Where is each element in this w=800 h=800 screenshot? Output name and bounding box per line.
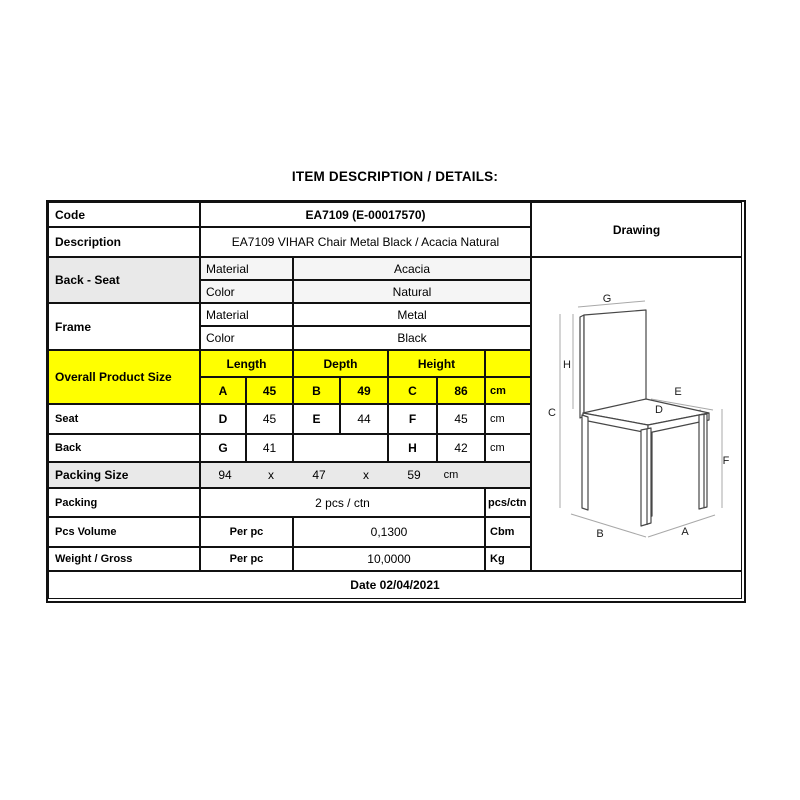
dim-label-g: G (602, 293, 612, 305)
date-cell: Date 02/04/2021 (48, 571, 742, 599)
seat-value-f: 45 (437, 404, 485, 434)
frame-color-label: Color (200, 326, 293, 350)
overall-size-header-length: Length (200, 350, 293, 377)
chair-left-leg (582, 415, 588, 510)
dim-label-e: E (674, 386, 682, 398)
back-seat-material-value: Acacia (293, 257, 531, 280)
description-value: EA7109 VIHAR Chair Metal Black / Acacia Natural (200, 227, 531, 257)
packing-size-dim-depth: 47 (312, 468, 326, 482)
back-value-g: 41 (246, 434, 293, 462)
packing-size-dim-height: 59 (407, 468, 421, 482)
chair-drawing (532, 258, 743, 572)
back-value-h: 42 (437, 434, 485, 462)
overall-size-letter-a: A (200, 377, 246, 404)
pcs-volume-per: Per pc (200, 517, 293, 547)
dim-label-f: F (722, 455, 730, 467)
description-label: Description (48, 227, 200, 257)
overall-size-value-b: 49 (340, 377, 388, 404)
seat-value-e: 44 (340, 404, 388, 434)
frame-material-value: Metal (293, 303, 531, 326)
back-letter-g: G (200, 434, 246, 462)
weight-gross-label: Weight / Gross (48, 547, 200, 571)
overall-size-letter-b: B (293, 377, 340, 404)
seat-unit: cm (485, 404, 531, 434)
packing-size-dim-length: 94 (218, 468, 232, 482)
overall-size-value-a: 45 (246, 377, 293, 404)
back-seat-material-label: Material (200, 257, 293, 280)
overall-size-header-height: Height (388, 350, 485, 377)
dim-label-c: C (548, 407, 556, 419)
packing-label: Packing (48, 488, 200, 517)
back-seat-color-value: Natural (293, 280, 531, 303)
chair-backrest (584, 310, 646, 416)
frame-material-label: Material (200, 303, 293, 326)
packing-unit: pcs/ctn (485, 488, 531, 517)
drawing-header: Drawing (531, 202, 742, 257)
weight-gross-per: Per pc (200, 547, 293, 571)
packing-size-times-1: x (268, 468, 274, 482)
dim-label-a: A (681, 526, 689, 538)
seat-letter-d: D (200, 404, 246, 434)
back-seat-color-label: Color (200, 280, 293, 303)
seat-letter-f: F (388, 404, 437, 434)
dim-label-h: H (563, 359, 571, 371)
back-letter-h: H (388, 434, 437, 462)
overall-size-unit: cm (485, 377, 531, 404)
overall-size-label: Overall Product Size (48, 350, 200, 404)
overall-size-header-unit-empty (485, 350, 531, 377)
packing-size-unit: cm (443, 469, 459, 481)
overall-size-value-c: 86 (437, 377, 485, 404)
packing-size-times-2: x (363, 468, 369, 482)
code-label: Code (48, 202, 200, 227)
packing-value: 2 pcs / ctn (200, 488, 485, 517)
back-empty-cell (293, 434, 388, 462)
chair-front-leg (641, 428, 651, 526)
drawing-area (531, 257, 742, 571)
dim-label-d: D (655, 404, 663, 416)
pcs-volume-value: 0,1300 (293, 517, 485, 547)
seat-letter-e: E (293, 404, 340, 434)
weight-gross-unit: Kg (485, 547, 531, 571)
dim-label-b: B (596, 528, 604, 540)
pcs-volume-label: Pcs Volume (48, 517, 200, 547)
seat-label: Seat (48, 404, 200, 434)
packing-size-dims (200, 462, 531, 488)
pcs-volume-unit: Cbm (485, 517, 531, 547)
frame-color-value: Black (293, 326, 531, 350)
code-value: EA7109 (E-00017570) (200, 202, 531, 227)
chair-shape (580, 310, 709, 526)
overall-size-letter-c: C (388, 377, 437, 404)
back-seat-label: Back - Seat (48, 257, 200, 303)
overall-size-header-depth: Depth (293, 350, 388, 377)
page-title: ITEM DESCRIPTION / DETAILS: (291, 169, 499, 184)
weight-gross-value: 10,0000 (293, 547, 485, 571)
frame-label: Frame (48, 303, 200, 350)
back-label: Back (48, 434, 200, 462)
packing-size-label: Packing Size (48, 462, 200, 488)
chair-right-leg (699, 414, 707, 509)
back-unit: cm (485, 434, 531, 462)
seat-value-d: 45 (246, 404, 293, 434)
